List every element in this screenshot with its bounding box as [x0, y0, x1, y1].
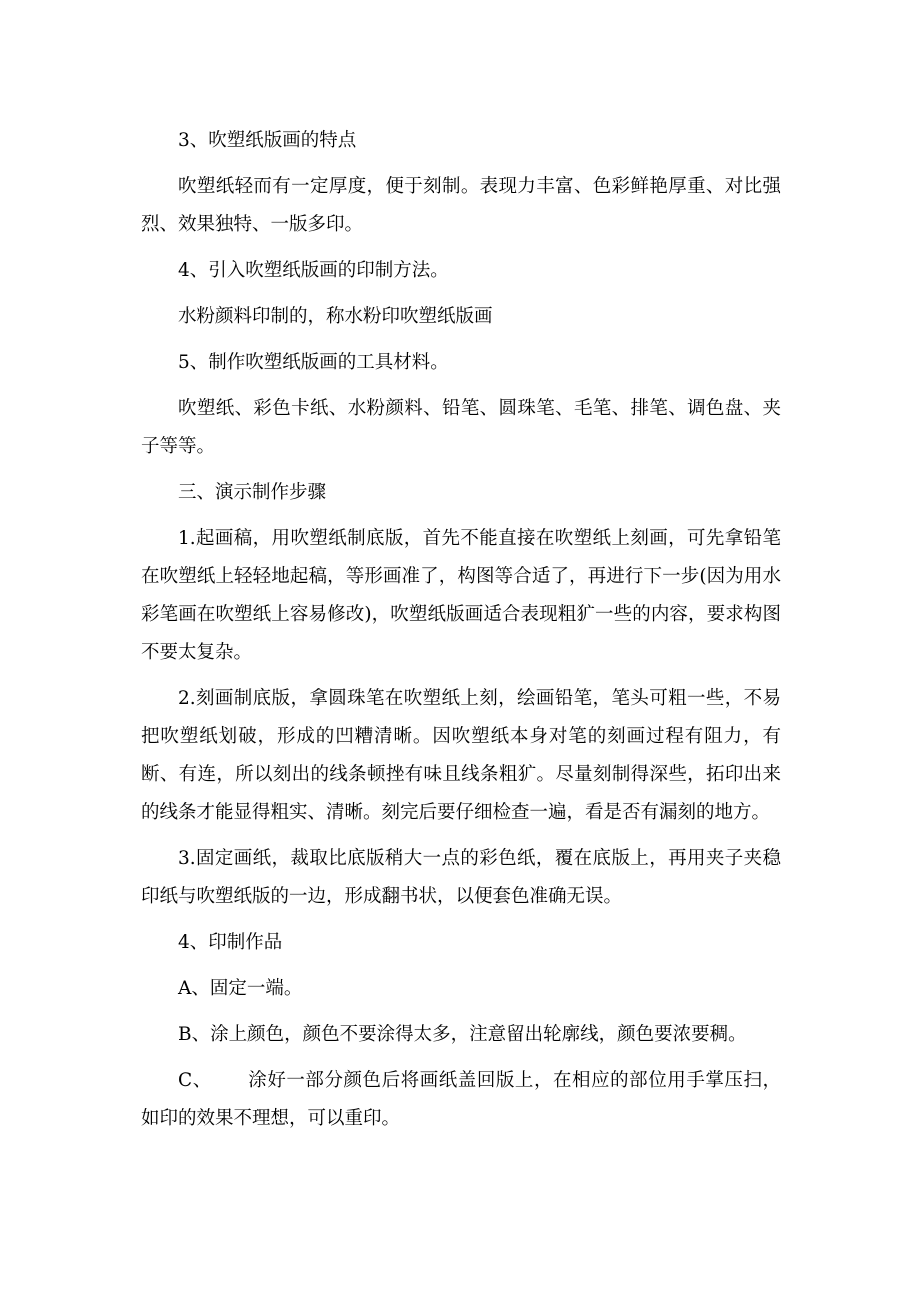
section-heading: 5、制作吹塑纸版画的工具材料。 [178, 352, 449, 373]
section-heading: 3、吹塑纸版画的特点 [178, 130, 357, 151]
step-paragraph: 2.刻画制底版，拿圆珠笔在吹塑纸上刻，绘画铅笔，笔头可粗一些，不易把吹塑纸划破，形成的凹糟清晰。因吹塑纸本身对笔的刻画过程有阻力，有断、有连，所以刻出的线条顿挫有味且线条粗犷。尽量刻制得深些，拓印出来的线条才能显得粗实、清晰。刻完后要仔细检查一遍，看是否有漏刻的地方。 [141, 688, 781, 823]
sub-step [141, 1062, 781, 1138]
paragraph: 吹塑纸轻而有一定厚度，便于刻制。表现力丰富、色彩鲜艳厚重、对比强烈、效果独特、一版多印。 [141, 176, 781, 235]
section-heading: 4、印制作品 [178, 932, 283, 953]
section-heading: 三、演示制作步骤 [178, 482, 327, 503]
step-paragraph: 3.固定画纸，裁取比底版稍大一点的彩色纸，覆在底版上，再用夹子夹稳印纸与吹塑纸版的一边，形成翻书状，以便套色准确无误。 [141, 848, 781, 907]
paragraph: 吹塑纸、彩色卡纸、水粉颜料、铅笔、圆珠笔、毛笔、排笔、调色盘、夹子等等。 [141, 398, 781, 457]
step-paragraph: 1.起画稿，用吹塑纸制底版，首先不能直接在吹塑纸上刻画，可先拿铅笔在吹塑纸上轻轻地起稿，等形画准了，构图等合适了，再进行下一步(因为用水彩笔画在吹塑纸上容易修改)，吹塑纸版画适合表现粗犷一些的内容，要求构图不要太复杂。 [141, 528, 781, 663]
sub-step-label: C、 [178, 1070, 212, 1091]
sub-step-text: 涂好一部分颜色后将画纸盖回版上，在相应的部位用手掌压扫，如印的效果不理想，可以重印。 [141, 1070, 781, 1129]
document-body [141, 122, 781, 1146]
sub-step: B、涂上颜色，颜色不要涂得太多，注意留出轮廓线，颜色要浓要稠。 [178, 1024, 747, 1045]
section-heading: 4、引入吹塑纸版画的印制方法。 [178, 260, 449, 281]
paragraph: 水粉颜料印制的，称水粉印吹塑纸版画 [178, 306, 493, 327]
sub-step: A、固定一端。 [178, 978, 303, 999]
